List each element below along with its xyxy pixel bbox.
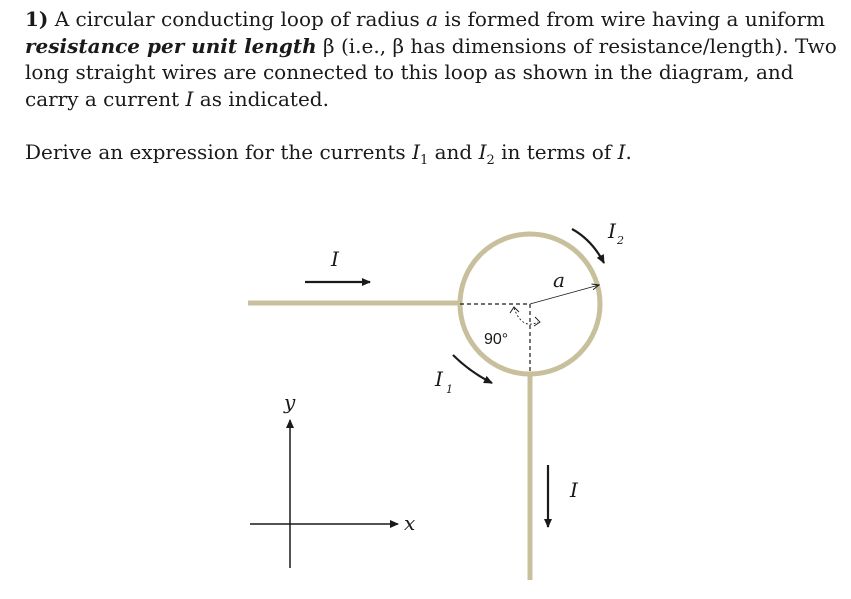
problem-text-3: β (i.e., β has dimensions of resistance/length). Two long straight wires are connected to this loop as shown in the diagram, and carry a current [25,33,837,111]
derive-I1-sub: 1 [419,153,429,168]
angle-arc-head-2 [534,317,540,326]
label-angle: 90° [484,331,509,348]
derive-text-2: in terms of [494,140,618,164]
label-x: x [404,511,416,535]
derive-I1: I [412,140,420,164]
derive-I: I [617,140,626,164]
problem-text-1: A circular conducting loop of radius [48,7,427,31]
current-arrow-I2 [572,229,604,263]
var-a: a [426,7,439,31]
label-I2-sub: 2 [617,234,624,247]
problem-number: 1) [25,7,49,31]
label-I-bottom: I [570,478,578,502]
label-y: y [284,390,296,414]
derive-and: and [428,140,479,164]
problem-text-2: is formed from wire having a uniform [438,7,825,31]
label-radius-a: a [553,268,565,292]
bold-phrase: resistance per unit length [25,33,317,58]
label-I2: I [608,219,616,243]
derive-I2: I [478,140,487,164]
derive-I2-sub: 2 [486,153,495,168]
derive-end: . [625,140,632,164]
problem-text-4: as indicated. [193,86,329,111]
label-I1: I [435,367,443,391]
label-I-top: I [331,247,339,271]
label-I1-sub: 1 [446,383,453,396]
derive-text-1: Derive an expression for the currents [25,140,413,164]
var-I: I [185,86,194,111]
